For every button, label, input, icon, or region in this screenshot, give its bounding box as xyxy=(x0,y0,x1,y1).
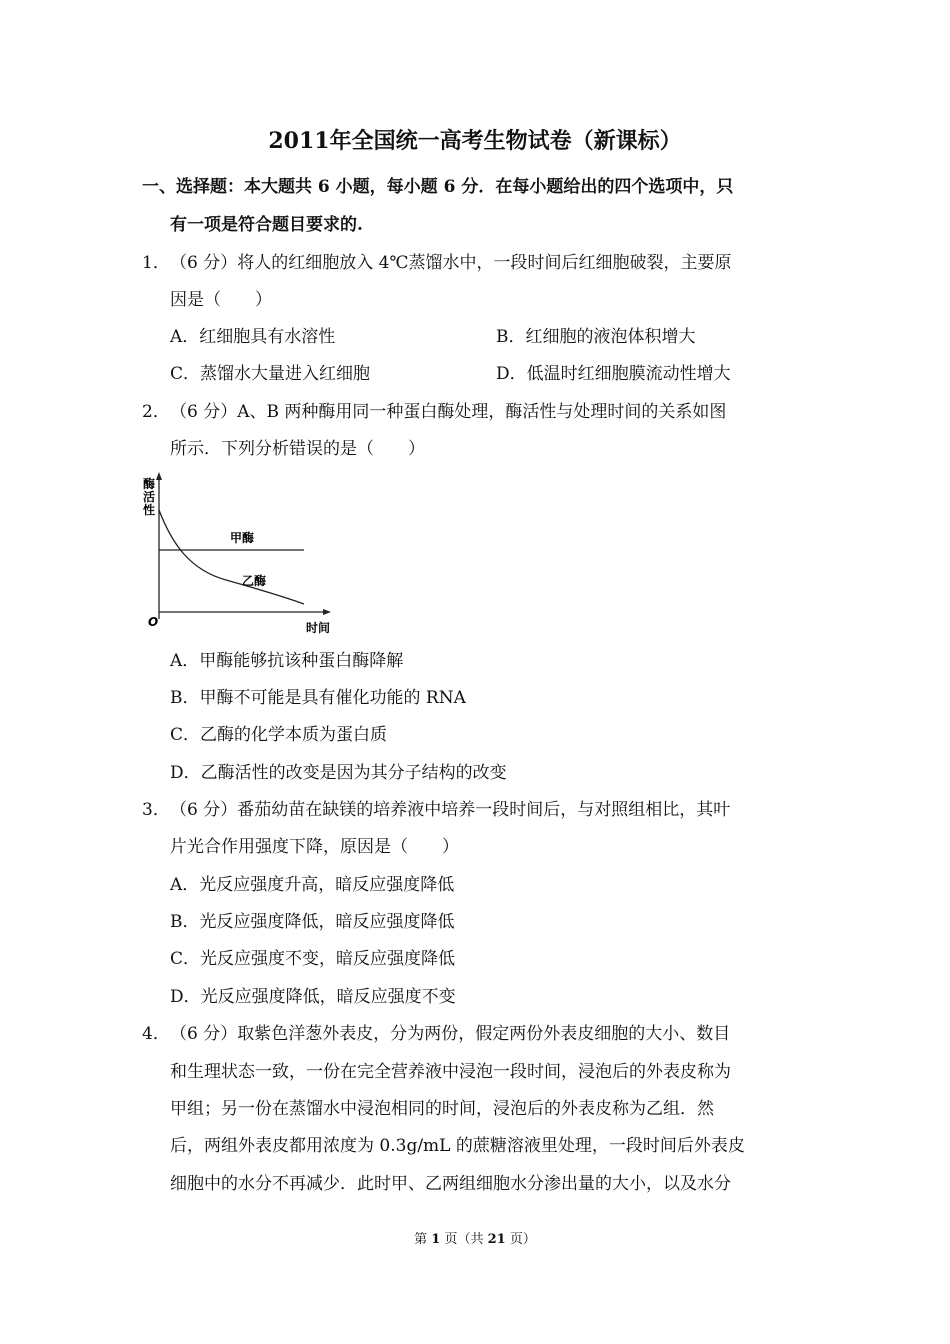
question-3-option-b: B．光反应强度降低，暗反应强度降低 xyxy=(170,912,455,932)
curve-b-label: 乙酶 xyxy=(242,574,267,588)
y-label-char-1: 酶 xyxy=(143,477,156,491)
question-1-option-d: D．低温时红细胞膜流动性增大 xyxy=(496,364,731,384)
question-4-stem-line1: （6 分）取紫色洋葱外表皮，分为两份，假定两份外表皮细胞的大小、数目 xyxy=(170,1024,731,1044)
footer-total-pages: 21 xyxy=(487,1232,506,1247)
question-3-option-a: A．光反应强度升高，暗反应强度降低 xyxy=(170,875,455,895)
question-2-option-a: A．甲酶能够抗该种蛋白酶降解 xyxy=(170,651,404,671)
question-3-option-c: C．光反应强度不变，暗反应强度降低 xyxy=(170,949,456,969)
question-2-option-c: C．乙酶的化学本质为蛋白质 xyxy=(170,725,388,745)
question-2-option-b: B．甲酶不可能是具有催化功能的 RNA xyxy=(170,688,466,708)
footer-prefix: 第 xyxy=(414,1232,432,1247)
y-label-char-3: 性 xyxy=(143,503,156,517)
curve-a-label: 甲酶 xyxy=(230,531,255,545)
enzyme-activity-figure xyxy=(138,470,348,640)
question-3-number: 3． xyxy=(142,800,170,820)
x-axis-label: 时间 xyxy=(306,621,331,635)
x-axis-arrow xyxy=(323,609,331,615)
question-4-stem-line2: 和生理状态一致，一份在完全营养液中浸泡一段时间，浸泡后的外表皮称为 xyxy=(170,1062,731,1082)
section-heading-line1: 一、选择题：本大题共 6 小题，每小题 6 分．在每小题给出的四个选项中，只 xyxy=(142,177,734,197)
footer-middle: 页（共 xyxy=(440,1232,488,1247)
question-2-stem-line1: （6 分）A、B 两种酶用同一种蛋白酶处理，酶活性与处理时间的关系如图 xyxy=(170,402,727,422)
question-4-stem-line5: 细胞中的水分不再减少．此时甲、乙两组细胞水分渗出量的大小，以及水分 xyxy=(170,1174,731,1194)
question-2-number: 2． xyxy=(142,402,170,422)
question-1-option-c: C．蒸馏水大量进入红细胞 xyxy=(170,364,371,384)
question-4-stem-line3: 甲组；另一份在蒸馏水中浸泡相同的时间，浸泡后的外表皮称为乙组．然 xyxy=(170,1099,714,1119)
footer-suffix: 页） xyxy=(505,1232,536,1247)
section-heading-line2: 有一项是符合题目要求的. xyxy=(170,215,363,235)
origin-label: O xyxy=(148,615,159,629)
question-2-stem-line2: 所示．下列分析错误的是（ ） xyxy=(170,439,425,459)
question-1-stem-line1: （6 分）将人的红细胞放入 4℃蒸馏水中，一段时间后红细胞破裂，主要原 xyxy=(170,253,732,273)
page-title: 2011年全国统一高考生物试卷（新课标） xyxy=(268,128,682,154)
question-4-number: 4． xyxy=(142,1024,170,1044)
question-1-number: 1． xyxy=(142,253,170,273)
curve-enzyme-b xyxy=(159,510,304,604)
page-footer xyxy=(0,1228,950,1247)
question-4-stem-line4: 后，两组外表皮都用浓度为 0.3g/mL 的蔗糖溶液里处理，一段时间后外表皮 xyxy=(170,1136,745,1156)
footer-page-number: 1 xyxy=(431,1232,441,1247)
question-1-option-b: B．红细胞的液泡体积增大 xyxy=(496,327,696,347)
y-label-char-2: 活 xyxy=(143,490,156,504)
question-3-stem-line1: （6 分）番茄幼苗在缺镁的培养液中培养一段时间后，与对照组相比，其叶 xyxy=(170,800,731,820)
question-3-stem-line2: 片光合作用强度下降，原因是（ ） xyxy=(170,837,459,857)
question-2-option-d: D．乙酶活性的改变是因为其分子结构的改变 xyxy=(170,763,507,783)
question-1-option-a: A．红细胞具有水溶性 xyxy=(170,327,336,347)
y-axis-arrow xyxy=(156,472,162,480)
question-1-stem-line2: 因是（ ） xyxy=(170,290,272,310)
question-3-option-d: D．光反应强度降低，暗反应强度不变 xyxy=(170,987,456,1007)
